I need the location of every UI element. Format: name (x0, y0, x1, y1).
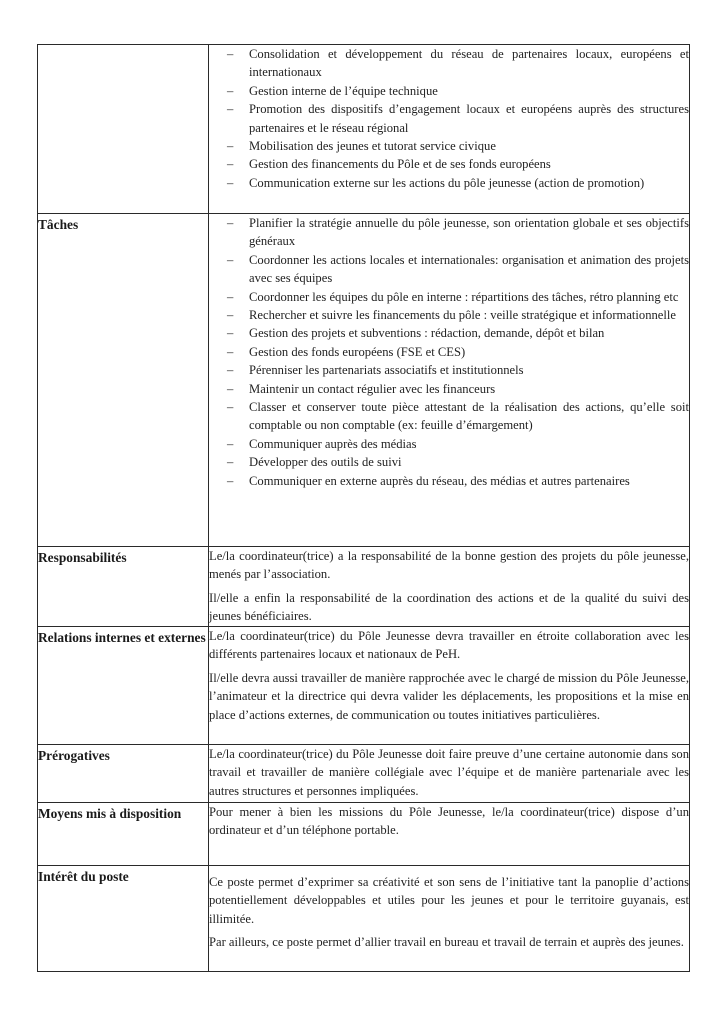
list-item-text: Classer et conserver toute pièce attestant de la réalisation des actions, qu’elle soit comptable ou non comptable (ex: feuille d’émargement) (249, 400, 689, 433)
paragraph: Il/elle a enfin la responsabilité de la coordination des actions et de la qualité du suivi des jeunes bénéficiaires. (209, 590, 689, 624)
list-item-text: Promotion des dispositifs d’engagement locaux et européens auprès des structures partenaires et le réseau régional (249, 102, 689, 135)
list-item-text: Rechercher et suivre les financements du pôle : veille stratégique et informationnelle (249, 308, 676, 323)
dash-bullet-icon: – (227, 308, 234, 323)
list-item-text: Gestion interne de l’équipe technique (249, 83, 438, 98)
table-row-moyens-mis-a-disposition (38, 803, 690, 866)
list-item (227, 174, 689, 192)
table-row-responsabilites (38, 547, 690, 627)
dash-bullet-icon: – (227, 83, 234, 98)
table-row-relations-internes-et-externes (38, 627, 690, 745)
list-item (227, 251, 689, 288)
dash-bullet-icon: – (227, 139, 234, 154)
dash-bullet-icon: – (227, 455, 234, 470)
list-item (227, 472, 689, 490)
paragraph: Le/la coordinateur(trice) a la responsabilité de la bonne gestion des projets du pôle jeunesse, menés par l’association. (209, 549, 689, 582)
dash-bullet-icon: – (227, 326, 234, 341)
paragraph: Ce poste permet d’exprimer sa créativité et son sens de l’initiative tant la panoplie d’actions potentiellement développables et utiles pour les jeunes et pour le territoire guyanais, est illimitée. (209, 875, 689, 926)
list-item (227, 453, 689, 471)
dash-bullet-icon: – (227, 102, 234, 117)
dash-bullet-icon: – (227, 157, 234, 172)
dash-bullet-icon: – (227, 363, 234, 378)
list-item-text: Gestion des financements du Pôle et de ses fonds européens (249, 157, 551, 172)
list-item-text: Coordonner les équipes du pôle en interne : répartitions des tâches, rétro planning etc (249, 289, 679, 304)
job-description-table (37, 44, 690, 972)
list-item (227, 288, 689, 306)
list-item (227, 155, 689, 173)
dash-bullet-icon: – (227, 252, 234, 267)
row-content (209, 547, 690, 627)
list-item (227, 361, 689, 379)
paragraph: Le/la coordinateur(trice) du Pôle Jeunesse doit faire preuve d’une certaine autonomie dans son travail et travailler de manière collégiale avec l’équipe et de manière partenariale avec les autres structures et personnes impliquées. (209, 747, 689, 798)
row-label: Prérogatives (38, 745, 209, 803)
table-row-prerogatives (38, 745, 690, 803)
list-item-text: Consolidation et développement du réseau de partenaires locaux, européens et internationaux (249, 47, 689, 80)
list-item-text: Gestion des projets et subventions : rédaction, demande, dépôt et bilan (249, 326, 605, 341)
table-row-interet-du-poste (38, 866, 690, 972)
paragraph: Par ailleurs, ce poste permet d’allier travail en bureau et travail de terrain et auprès des jeunes. (209, 935, 684, 950)
row-label: Relations internes et externes (38, 627, 209, 745)
dash-bullet-icon: – (227, 344, 234, 359)
list-item (227, 398, 689, 435)
row-label: Tâches (38, 214, 209, 547)
list-item-text: Mobilisation des jeunes et tutorat service civique (249, 139, 496, 154)
dash-bullet-icon: – (227, 289, 234, 304)
dash-bullet-icon: – (227, 381, 234, 396)
row-label: Intérêt du poste (38, 866, 209, 972)
bullet-list (209, 45, 689, 192)
bullet-list (209, 214, 689, 490)
list-item (227, 45, 689, 82)
list-item (227, 435, 689, 453)
list-item (227, 306, 689, 324)
list-item (227, 214, 689, 251)
dash-bullet-icon: – (227, 473, 234, 488)
list-item (227, 380, 689, 398)
row-content (209, 745, 690, 803)
dash-bullet-icon: – (227, 400, 234, 415)
row-label: Responsabilités (38, 547, 209, 627)
list-item (227, 343, 689, 361)
row-content (209, 866, 690, 972)
dash-bullet-icon: – (227, 175, 234, 190)
list-item-text: Maintenir un contact régulier avec les financeurs (249, 381, 496, 396)
row-content (209, 45, 690, 214)
row-content (209, 803, 690, 866)
table-row-taches (38, 214, 690, 547)
row-label (38, 45, 209, 214)
dash-bullet-icon: – (227, 216, 234, 230)
list-item-text: Coordonner les actions locales et internationales: organisation et animation des projets avec ses équipes (249, 252, 689, 286)
list-item (227, 324, 689, 342)
list-item-text: Planifier la stratégie annuelle du pôle jeunesse, son orientation globale et ses objectifs généraux (249, 216, 689, 249)
paragraph: Pour mener à bien les missions du Pôle Jeunesse, le/la coordinateur(trice) dispose d’un ordinateur et d’un téléphone portable. (209, 805, 689, 838)
list-item-text: Communiquer en externe auprès du réseau, des médias et autres partenaires (249, 473, 630, 488)
list-item (227, 100, 689, 137)
list-item (227, 137, 689, 155)
row-content (209, 627, 690, 745)
list-item (227, 82, 689, 100)
list-item-text: Gestion des fonds européens (FSE et CES) (249, 344, 466, 359)
list-item-text: Communication externe sur les actions du pôle jeunesse (action de promotion) (249, 175, 645, 190)
dash-bullet-icon: – (227, 436, 234, 451)
row-content (209, 214, 690, 547)
row-label: Moyens mis à disposition (38, 803, 209, 866)
list-item-text: Pérenniser les partenariats associatifs et institutionnels (249, 363, 524, 378)
list-item-text: Communiquer auprès des médias (249, 436, 417, 451)
dash-bullet-icon: – (227, 47, 234, 61)
table-row-continuation (38, 45, 690, 214)
list-item-text: Développer des outils de suivi (249, 455, 402, 470)
paragraph: Il/elle devra aussi travailler de manière rapprochée avec le chargé de mission du Pôle Jeunesse, l’animateur et la directrice qui devra valider les déplacements, les propositions et la mise en place d’actions externes, de communication ou toutes initiatives particulières. (209, 670, 689, 722)
paragraph: Le/la coordinateur(trice) du Pôle Jeunesse devra travailler en étroite collaboration avec les différents partenaires locaux et nationaux de PeH. (209, 629, 689, 662)
